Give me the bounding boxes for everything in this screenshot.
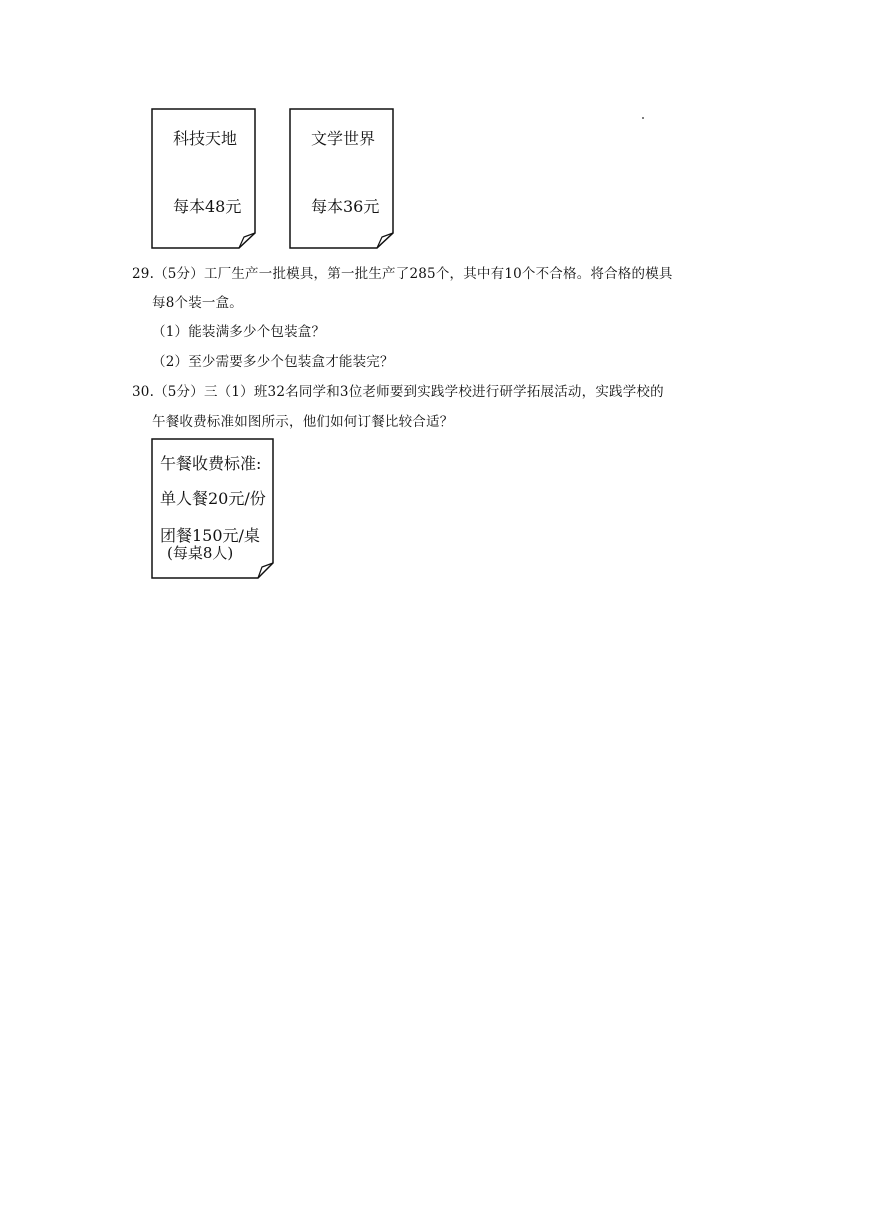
q29-sub2: （2）至少需要多少个包装盒才能装完？	[152, 354, 394, 370]
lunch-group: 团餐150元/桌	[160, 526, 260, 545]
lunch-group-note: (每桌8人)	[167, 544, 234, 562]
q30-line1: 30.（5分）三（1）班32名同学和3位老师要到实践学校进行研学拓展活动，实践学校的	[132, 384, 664, 400]
q29-sub1: （1）能装满多少个包装盒？	[152, 324, 326, 340]
book-card-literature	[289, 108, 395, 249]
book-price: 每本48元	[173, 197, 242, 216]
stray-dot	[642, 117, 644, 119]
lunch-single: 单人餐20元/份	[160, 489, 266, 508]
book-title: 文学世界	[311, 129, 376, 148]
q29-line2: 每8个装一盒。	[152, 295, 243, 311]
lunch-title: 午餐收费标准:	[160, 454, 262, 473]
book-card-science	[151, 108, 257, 249]
q30-line2: 午餐收费标准如图所示，他们如何订餐比较合适？	[152, 414, 454, 430]
book-title: 科技天地	[173, 129, 238, 148]
lunch-price-card	[151, 438, 275, 580]
book-price: 每本36元	[311, 197, 380, 216]
q29-line1: 29.（5分）工厂生产一批模具，第一批生产了285个，其中有10个不合格。将合格的模具	[132, 266, 673, 282]
